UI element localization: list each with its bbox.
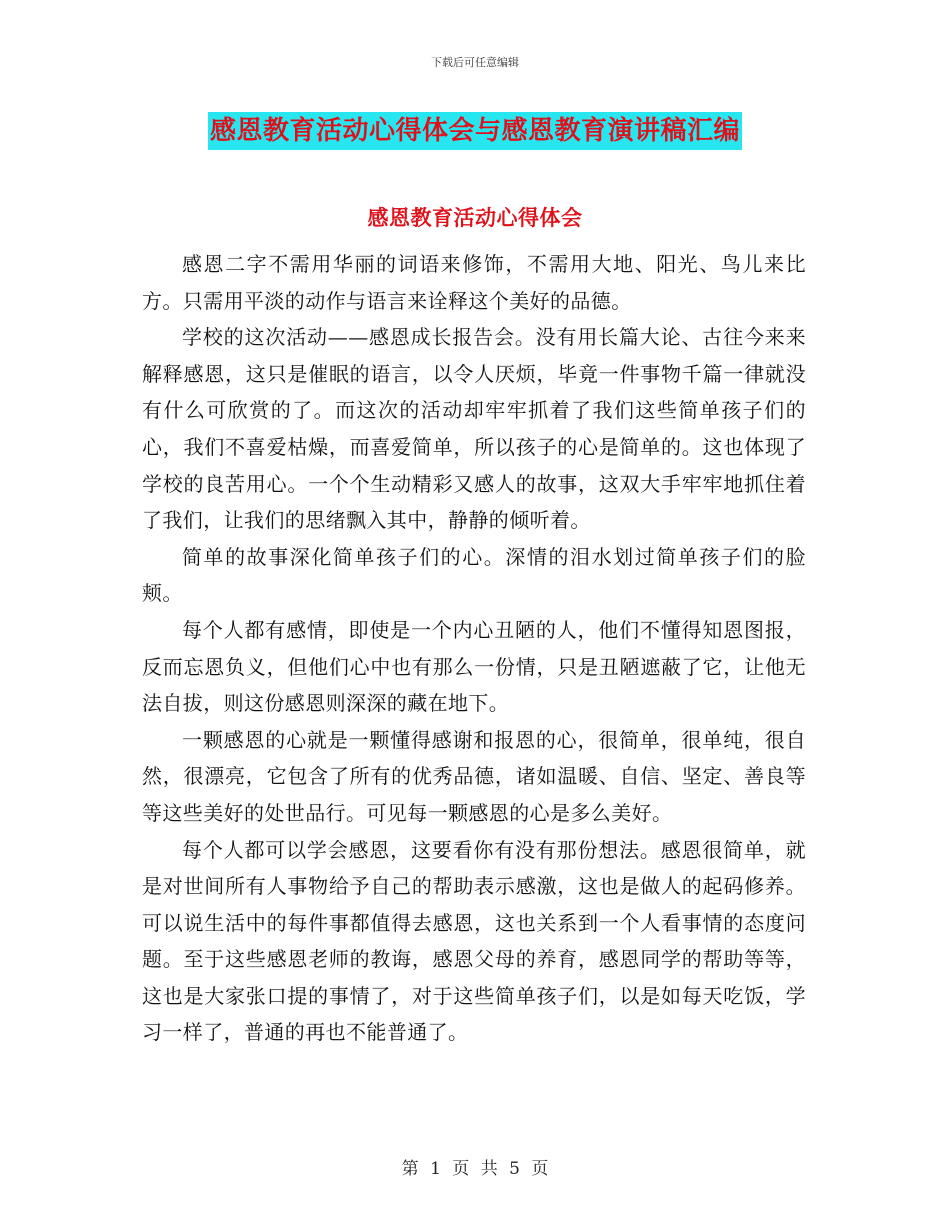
paragraph: 感恩二字不需用华丽的词语来修饰，不需用大地、阳光、鸟儿来比方。只需用平淡的动作与语言来诠释这个美好的品德。	[142, 252, 806, 313]
paragraph: 一颗感恩的心就是一颗懂得感谢和报恩的心，很简单，很单纯，很自然，很漂亮，它包含了所有的优秀品德，诸如温暖、自信、坚定、善良等等这些美好的处世品行。可见每一颗感恩的心是多么美好。	[142, 727, 806, 825]
paragraph: 简单的故事深化简单孩子们的心。深情的泪水划过简单孩子们的脸颊。	[142, 544, 806, 606]
paragraph: 每个人都可以学会感恩，这要看你有没有那份想法。感恩很简单，就是对世间所有人事物给予自己的帮助表示感激，这也是做人的起码修养。可以说生活中的每件事都值得去感恩，这也关系到一个人看事情的态度问题。至于这些感恩老师的教诲，感恩父母的养育，感恩同学的帮助等等，这也是大家张口提的事情了，对于这些简单孩子们，以是如每天吃饭，学习一样了，普通的再也不能普通了。	[142, 837, 806, 1045]
document-title: 感恩教育活动心得体会与感恩教育演讲稿汇编	[208, 112, 742, 150]
page-indicator: 第 1 页 共 5 页	[401, 1159, 549, 1179]
paragraph: 每个人都有感情，即使是一个内心丑陋的人，他们不懂得知恩图报，反而忘恩负义，但他们心中也有那么一份情，只是丑陋遮蔽了它，让他无法自拔，则这份感恩则深深的藏在地下。	[142, 617, 806, 716]
header-note: 下载后可任意编辑	[431, 56, 519, 69]
document-body	[142, 246, 806, 1051]
paragraph: 学校的这次活动——感恩成长报告会。没有用长篇大论、古往今来来解释感恩，这只是催眠的语言，以令人厌烦，毕竟一件事物千篇一律就没有什么可欣赏的了。而这次的活动却牢牢抓着了我们这些简单孩子们的心，我们不喜爱枯燥，而喜爱简单，所以孩子的心是简单的。这也体现了学校的良苦用心。一个个生动精彩又感人的故事，这双大手牢牢地抓住着了我们，让我们的思绪飘入其中，静静的倾听着。	[142, 325, 806, 533]
document-title-wrap	[0, 112, 950, 150]
section-title: 感恩教育活动心得体会	[367, 205, 583, 230]
